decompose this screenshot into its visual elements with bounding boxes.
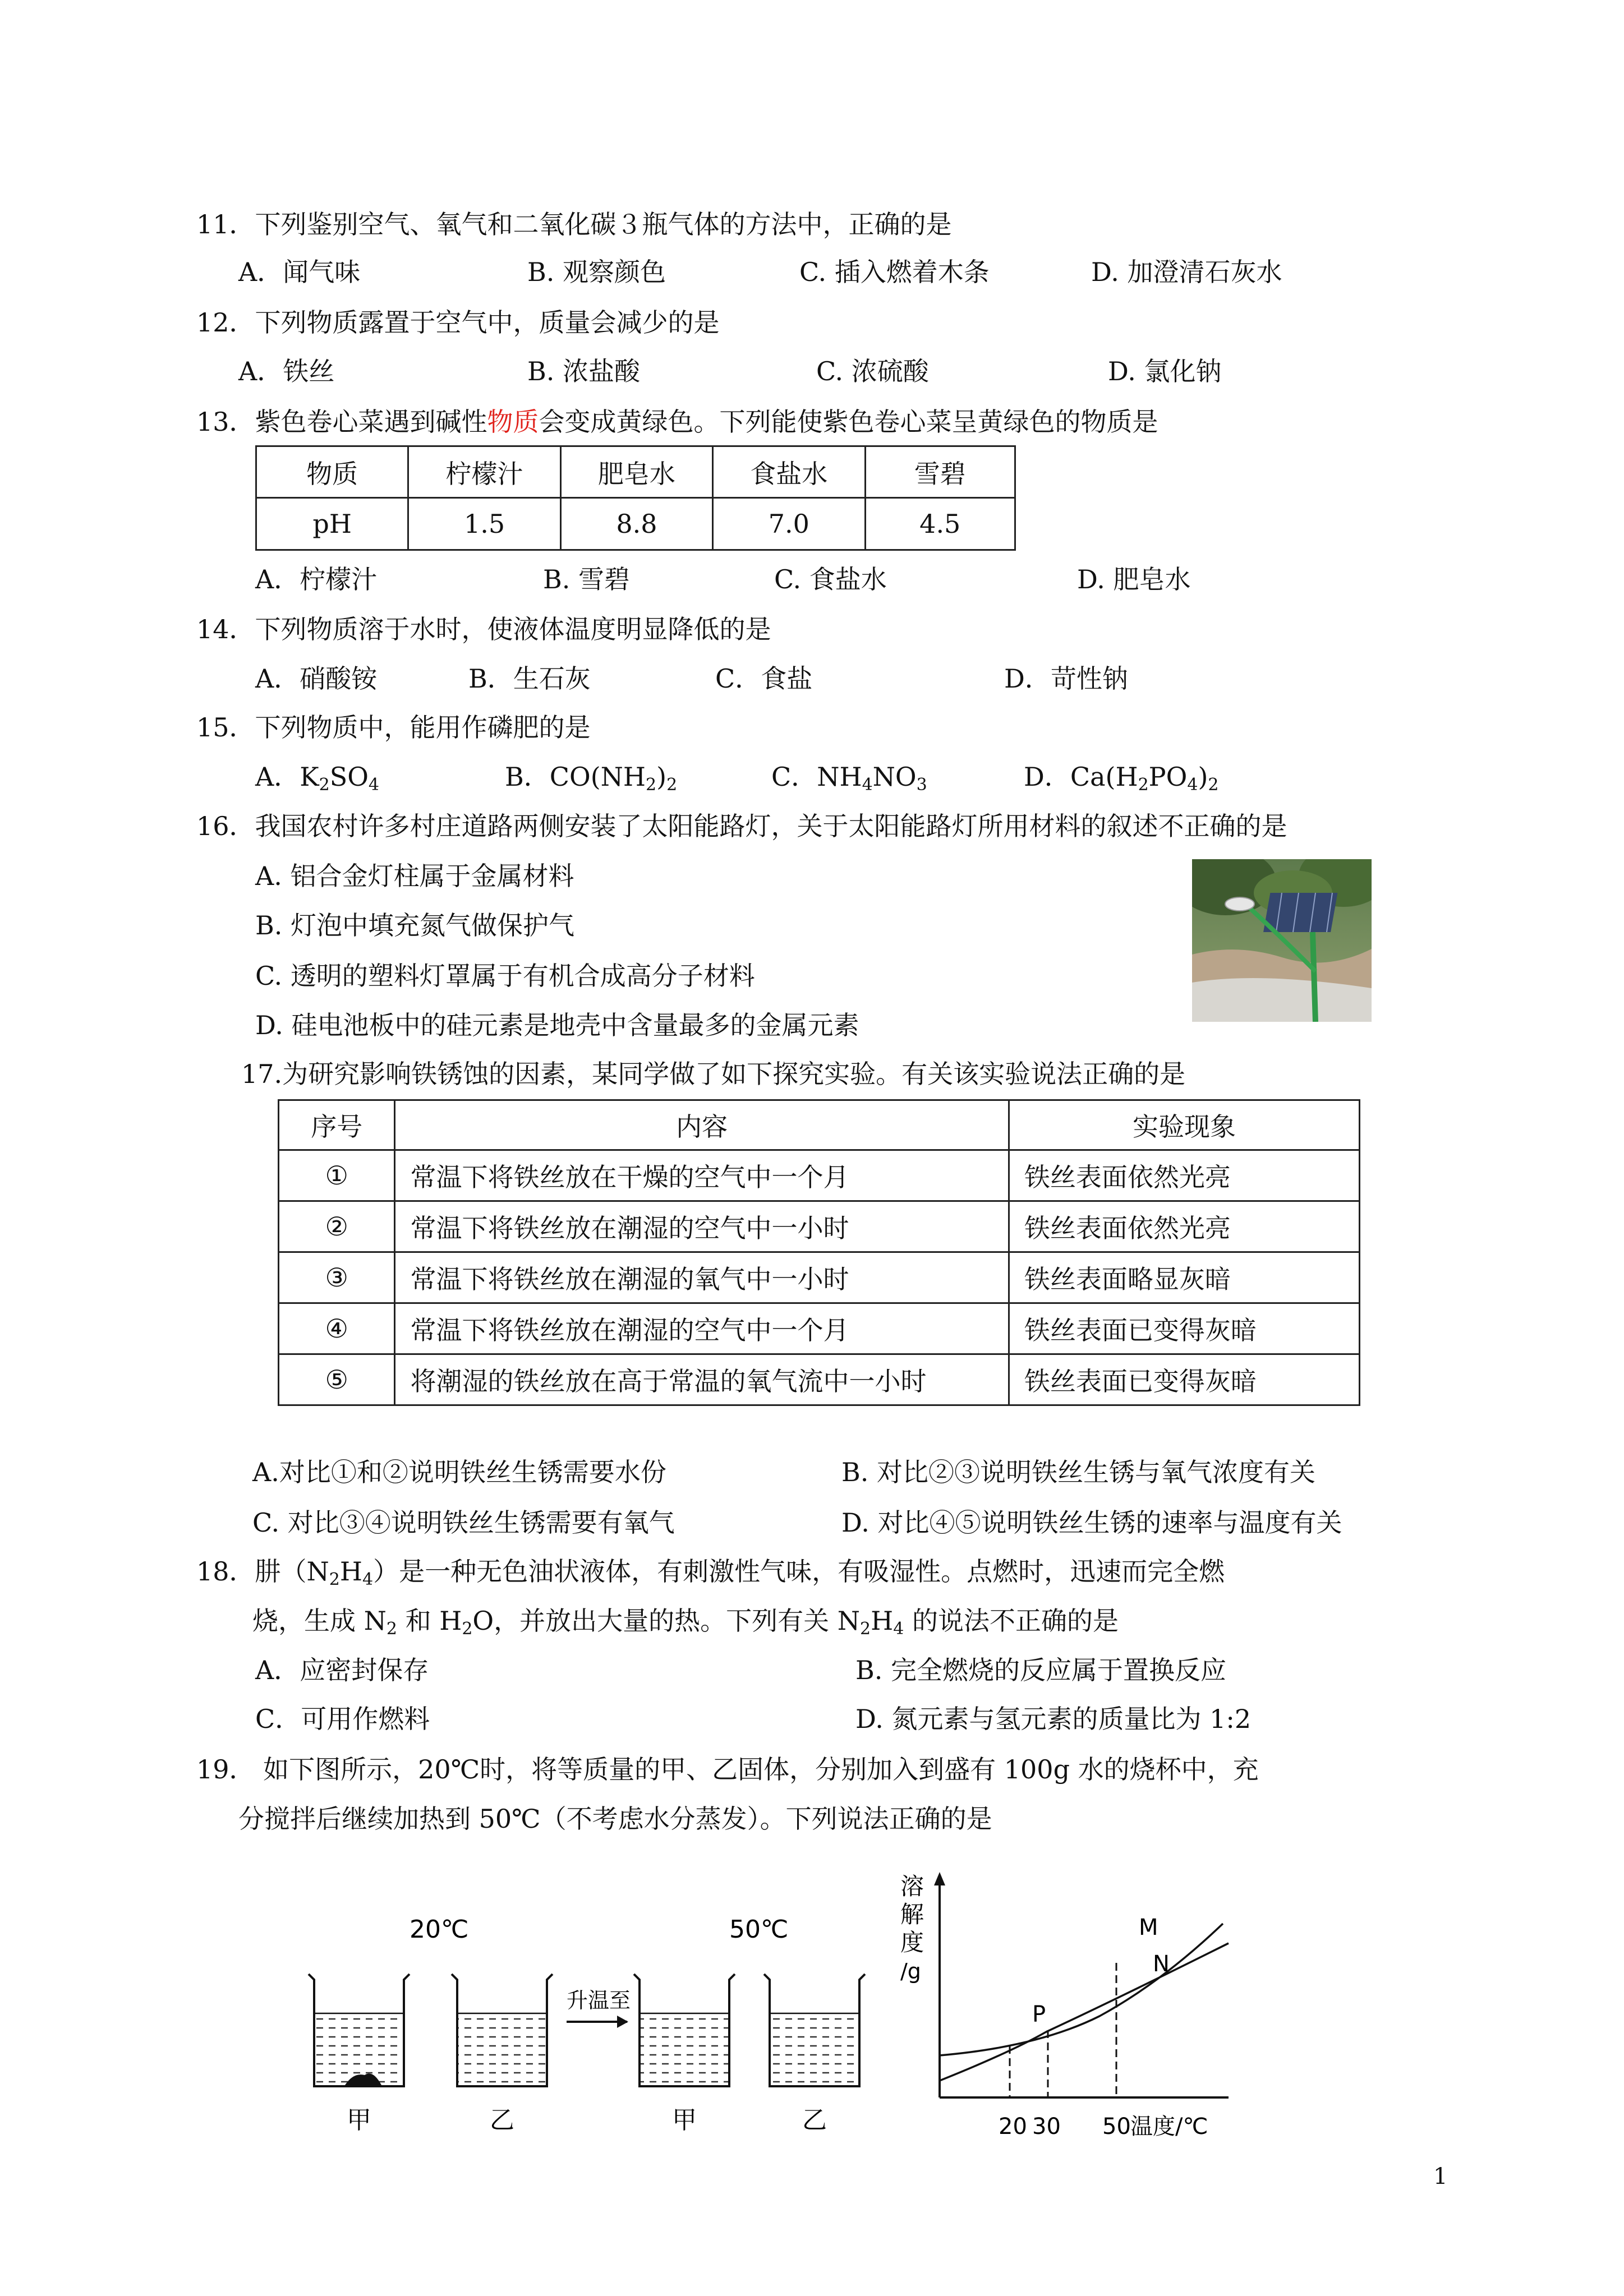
table-cell: ⑤ <box>279 1354 395 1405</box>
q16-option-a: A. 铝合金灯柱属于金属材料 <box>255 861 574 891</box>
solar-street-light-photo <box>1192 859 1372 1022</box>
solubility-curve-graph <box>898 1862 1245 2154</box>
y-axis-label-char: 度 <box>900 1929 924 1956</box>
q13-stem: 13．紫色卷心菜遇到碱性物质会变成黄绿色。下列能使紫色卷心菜呈黄绿色的物质是 <box>196 407 1158 437</box>
q19-line1: 19． 如下图所示，20℃时，将等质量的甲、乙固体，分别加入到盛有 100g 水的烧杯中，充 <box>196 1754 1259 1785</box>
q12-option-a: A．铁丝 <box>238 356 335 386</box>
q13-option-b: B. 雪碧 <box>543 564 631 594</box>
arrow-head-icon <box>617 2016 628 2028</box>
x-tick-label: 30 <box>1032 2114 1061 2140</box>
table-header: 食盐水 <box>713 446 865 498</box>
q12-stem: 12．下列物质露置于空气中，质量会减少的是 <box>196 307 720 338</box>
table-cell: 将潮湿的铁丝放在高于常温的氧气流中一小时 <box>395 1354 1009 1405</box>
table-cell: 常温下将铁丝放在潮湿的空气中一小时 <box>395 1201 1009 1252</box>
table-cell: 常温下将铁丝放在干燥的空气中一个月 <box>395 1150 1009 1201</box>
table-header: 肥皂水 <box>560 446 712 498</box>
curve-n-label: N <box>1153 1951 1170 1977</box>
q17-stem: 17.为研究影响铁锈蚀的因素，某同学做了如下探究实验。有关该实验说法正确的是 <box>241 1059 1186 1089</box>
q15-stem: 15．下列物质中，能用作磷肥的是 <box>196 712 591 743</box>
q14-option-b: B．生石灰 <box>468 663 591 694</box>
curve-m-label: M <box>1139 1915 1158 1940</box>
beaker-yi-20 <box>452 1974 553 2086</box>
q11-option-d: D. 加澄清石灰水 <box>1091 257 1282 287</box>
table-header: 实验现象 <box>1009 1100 1359 1150</box>
table-cell: ④ <box>279 1303 395 1354</box>
beaker-label: 甲 <box>347 2106 371 2134</box>
table-header: 序号 <box>279 1100 395 1150</box>
q18-line2: 烧，生成 $N_2$ 和 $H_2O$，并放出大量的热。下列有关 $N_2H_4$ 的说法不正确的是 <box>252 1606 1119 1639</box>
q11-option-c: C. 插入燃着木条 <box>799 257 990 287</box>
y-axis-arrow-icon <box>934 1872 945 1885</box>
q18-option-a: A．应密封保存 <box>255 1655 429 1685</box>
x-tick-label: 20 <box>999 2114 1027 2140</box>
table-cell: 常温下将铁丝放在潮湿的氧气中一小时 <box>395 1252 1009 1303</box>
q16-option-b: B. 灯泡中填充氮气做保护气 <box>255 910 575 940</box>
q13-ph-table <box>255 445 1016 551</box>
table-cell: ② <box>279 1201 395 1252</box>
q17-option-d: D. 对比④⑤说明铁丝生锈的速率与温度有关 <box>841 1507 1342 1538</box>
heat-arrow-label: 升温至 <box>567 1988 631 2013</box>
q18-line1: 18．肼$(N_2H_4)$是一种无色油状液体，有刺激性气味，有吸湿性。点燃时，迅速而完全燃 <box>196 1556 1225 1589</box>
table-cell: 铁丝表面已变得灰暗 <box>1009 1354 1359 1405</box>
q17-option-b: B. 对比②③说明铁丝生锈与氧气浓度有关 <box>841 1457 1316 1487</box>
table-cell: 铁丝表面已变得灰暗 <box>1009 1303 1359 1354</box>
q12-option-b: B. 浓盐酸 <box>527 356 641 386</box>
curve-n <box>940 1943 1229 2081</box>
q13-option-d: D. 肥皂水 <box>1077 564 1191 594</box>
table-cell: ③ <box>279 1252 395 1303</box>
x-axis-label: 温度/℃ <box>1130 2114 1208 2140</box>
table-cell: 7.0 <box>713 498 865 550</box>
q15-option-b: B．$CO(NH_2)_2$ <box>505 762 678 795</box>
q15-option-a: A．$K_2SO_4$ <box>255 762 380 795</box>
q11-option-a: A．闻气味 <box>238 257 361 287</box>
q16-stem: 16．我国农村许多村庄道路两侧安装了太阳能路灯，关于太阳能路灯所用材料的叙述不正确的是 <box>196 811 1287 841</box>
q17-option-a: A.对比①和②说明铁丝生锈需要水份 <box>252 1457 666 1487</box>
q14-option-d: D．苛性钠 <box>1004 663 1128 694</box>
temp-20-label: 20℃ <box>410 1915 469 1944</box>
beakers-figure <box>303 1907 926 2154</box>
y-axis-label-char: 溶 <box>900 1873 924 1900</box>
beaker-yi-50 <box>764 1974 865 2086</box>
q13-option-c: C. 食盐水 <box>774 564 887 594</box>
q13-option-a: A．柠檬汁 <box>255 564 378 594</box>
x-tick-label: 50 <box>1102 2114 1131 2140</box>
beaker-jia-50 <box>634 1974 735 2086</box>
q19-line2: 分搅拌后继续加热到 50℃（不考虑水分蒸发）。下列说法正确的是 <box>238 1804 992 1834</box>
table-cell: 铁丝表面略显灰暗 <box>1009 1252 1359 1303</box>
beaker-label: 乙 <box>802 2106 827 2134</box>
q14-option-a: A．硝酸铵 <box>255 663 378 694</box>
table-cell: 8.8 <box>560 498 712 550</box>
table-header: 雪碧 <box>865 446 1015 498</box>
q18-option-d: D. 氮元素与氢元素的质量比为 1:2 <box>855 1704 1252 1734</box>
table-cell: ① <box>279 1150 395 1201</box>
q15-option-c: C．$NH_4NO_3$ <box>771 762 927 795</box>
beaker-label: 甲 <box>672 2106 697 2134</box>
q18-option-b: B. 完全燃烧的反应属于置换反应 <box>855 1655 1227 1685</box>
q12-option-d: D. 氯化钠 <box>1108 356 1222 386</box>
table-cell: 铁丝表面依然光亮 <box>1009 1150 1359 1201</box>
table-cell: 铁丝表面依然光亮 <box>1009 1201 1359 1252</box>
page-number: 1 <box>1433 2164 1448 2189</box>
q12-option-c: C. 浓硫酸 <box>816 356 929 386</box>
temp-50-label: 50℃ <box>729 1915 789 1944</box>
table-cell: 常温下将铁丝放在潮湿的空气中一个月 <box>395 1303 1009 1354</box>
table-header: 柠檬汁 <box>408 446 560 498</box>
y-axis-label-char: /g <box>900 1959 921 1984</box>
table-cell: 1.5 <box>408 498 560 550</box>
q14-option-c: C．食盐 <box>715 663 813 694</box>
beaker-label: 乙 <box>490 2106 514 2134</box>
beaker-jia-20 <box>309 1974 410 2086</box>
q16-option-c: C. 透明的塑料灯罩属于有机合成高分子材料 <box>255 961 755 991</box>
q15-option-d: D．$Ca(H_2PO_4)_2$ <box>1024 762 1219 795</box>
q11-option-b: B. 观察颜色 <box>527 257 666 287</box>
q18-option-c: C．可用作燃料 <box>255 1704 430 1734</box>
curve-m <box>940 1924 1223 2055</box>
table-header: 内容 <box>395 1100 1009 1150</box>
q17-experiment-table <box>278 1099 1360 1406</box>
q16-option-d: D. 硅电池板中的硅元素是地壳中含量最多的金属元素 <box>255 1010 859 1040</box>
table-header: 物质 <box>256 446 408 498</box>
table-cell: pH <box>256 498 408 550</box>
q14-stem: 14．下列物质溶于水时，使液体温度明显降低的是 <box>196 614 771 644</box>
point-p-label: P <box>1032 2002 1046 2027</box>
table-cell: 4.5 <box>865 498 1015 550</box>
q11-stem: 11．下列鉴别空气、氧气和二氧化碳３瓶气体的方法中，正确的是 <box>196 209 952 239</box>
y-axis-label-char: 解 <box>900 1901 924 1928</box>
q17-option-c: C. 对比③④说明铁丝生锈需要有氧气 <box>252 1507 675 1538</box>
